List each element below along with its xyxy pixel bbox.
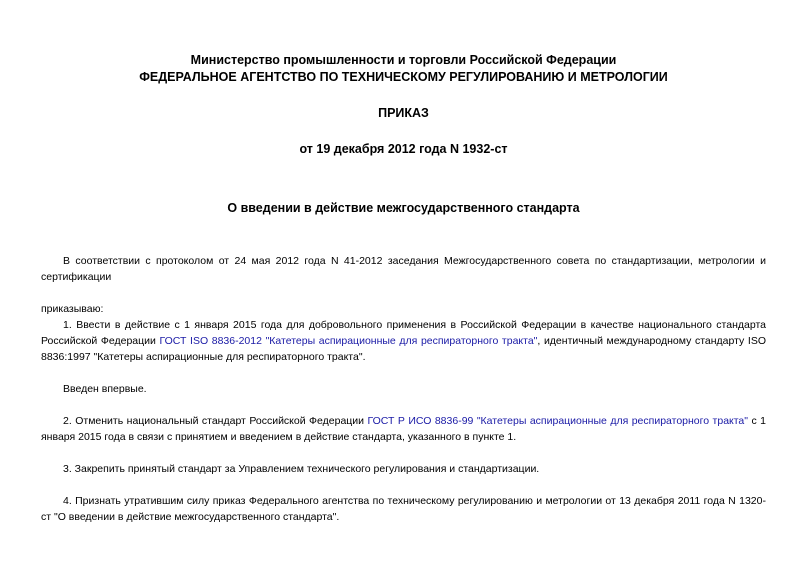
preamble-paragraph: В соответствии с протоколом от 24 мая 2012 года N 41-2012 заседания Межгосударственного совета по стандартизации, метрологии и сертификации <box>41 255 766 283</box>
item-1-text-after: , идентичный международному стандарту ISO 8836:1997 "Катетеры аспирационные для респираторного тракта". <box>41 335 766 363</box>
item-2-text-before: 2. Отменить национальный стандарт Российской Федерации <box>63 415 368 427</box>
introduced-first-note: Введен впервые. <box>63 383 147 395</box>
item-1-paragraph <box>41 317 766 365</box>
document-body <box>41 253 766 525</box>
order-subject: О введении в действие межгосударственного стандарта <box>227 201 580 215</box>
item-1-text-before: 1. Ввести в действие с 1 января 2015 года для добровольного применения в Российской Федерации в качестве национального стандарта Российской Федерации <box>41 319 766 347</box>
document-header <box>41 0 766 216</box>
gost-iso-8836-2012-link[interactable]: ГОСТ ISO 8836-2012 "Катетеры аспирационные для респираторного тракта" <box>159 335 538 347</box>
gost-r-iso-8836-99-link[interactable]: ГОСТ Р ИСО 8836-99 "Катетеры аспирационные для респираторного тракта" <box>367 415 748 427</box>
item-4-paragraph: 4. Признать утратившим силу приказ Федерального агентства по техническому регулированию и метрологии от 13 декабря 2011 года N 1320-ст "О введении в действие межгосударственного стандарта". <box>41 495 766 523</box>
item-2-paragraph <box>41 413 766 445</box>
order-word: приказываю: <box>41 303 104 315</box>
order-title: ПРИКАЗ <box>378 106 429 120</box>
order-date: от 19 декабря 2012 года N 1932-ст <box>299 142 508 156</box>
item-3-paragraph: 3. Закрепить принятый стандарт за Управлением технического регулирования и стандартизации. <box>63 463 540 475</box>
item-2-text-after: с 1 января 2015 года в связи с принятием и введением в действие стандарта, указанного в пункте 1. <box>41 415 766 443</box>
agency-name: ФЕДЕРАЛЬНОЕ АГЕНТСТВО ПО ТЕХНИЧЕСКОМУ РЕГУЛИРОВАНИЮ И МЕТРОЛОГИИ <box>139 70 668 84</box>
ministry-name: Министерство промышленности и торговли Российской Федерации <box>190 53 617 67</box>
